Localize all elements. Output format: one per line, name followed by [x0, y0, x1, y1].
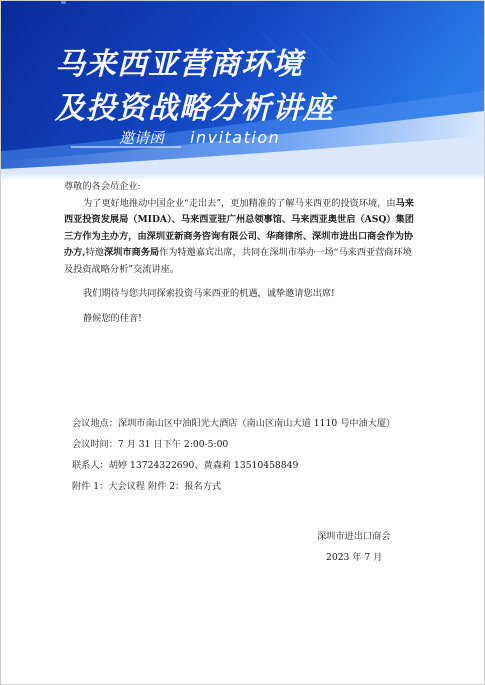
intro-text-invite: 特邀 — [85, 247, 104, 258]
title-line-2: 及投资战略分析讲座 — [55, 91, 334, 126]
letter-body — [64, 179, 419, 327]
attachments: 附件 1：大会议程 附件 2：报名方式 — [72, 481, 222, 492]
organizers-text: 马来西亚投资发展局（MIDA）、马来西亚驻广州总领事馆、马来西亚奥世启（ASQ）集团三方作为主办方，由深圳亚新商务咨询有限公司、华商律所、深圳市进出口商会作为协办方, — [64, 197, 414, 258]
salutation: 尊敬的各会员企业: — [64, 181, 141, 192]
paragraph-invite: 我们期待与您共同探索投资马来西亚的机遇，诚挚邀请您出席! — [83, 288, 335, 299]
meeting-time: 会议时间：7 月 31 日下午 2:00-5:00 — [72, 439, 229, 450]
meeting-venue: 会议地点：深圳市南山区中油阳光大酒店（南山区南山大道 1110 号中油大厦） — [72, 418, 396, 429]
header-banner — [1, 1, 484, 181]
meeting-details — [72, 413, 395, 497]
guest-org-text: 深圳市商务局 — [103, 247, 160, 258]
signature-date: 2023 年 7 月 — [326, 552, 383, 563]
contact-persons: 联系人：胡婷 13724322690、黄森莉 13510458849 — [72, 460, 299, 471]
invitation-label-en: invitation — [190, 128, 281, 147]
intro-text-end: 作为特邀嘉宾出席，共同在深圳市举办一场“马来西亚营商环境及投资战略分析”交流讲座。 — [64, 247, 412, 275]
paragraph-intro — [64, 196, 419, 279]
invitation-label — [119, 127, 280, 148]
invitation-label-cn: 邀请函 — [119, 129, 165, 147]
signature-org: 深圳市进出口商会 — [317, 531, 391, 542]
title-line-1: 马来西亚营商环境 — [55, 47, 303, 82]
signature-block — [317, 526, 391, 568]
paragraph-closing: 静候您的佳音! — [83, 312, 142, 324]
intro-text: 为了更好地推动中国企业“走出去”，更加精准的了解马来西亚的投资环境，由 — [83, 197, 396, 209]
